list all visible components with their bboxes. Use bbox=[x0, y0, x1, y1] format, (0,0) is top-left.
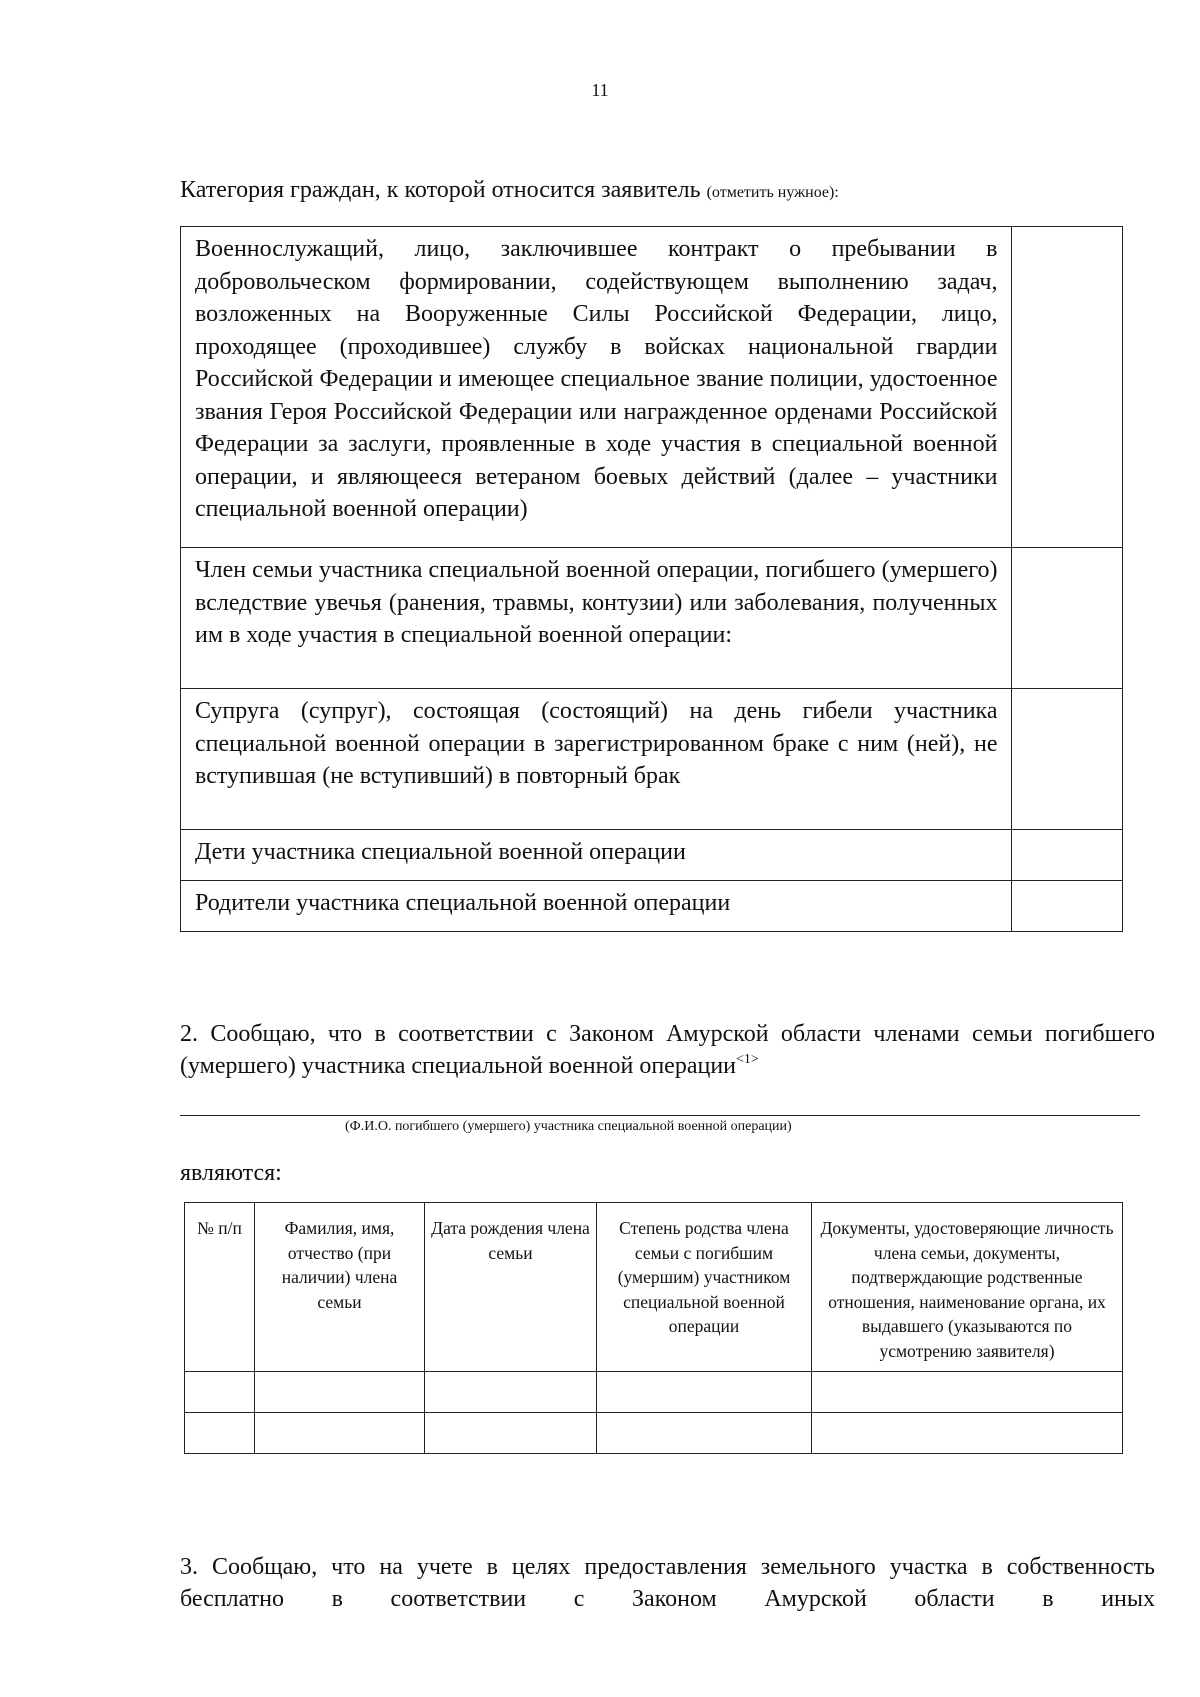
category-checkbox-cell[interactable] bbox=[1012, 227, 1123, 548]
category-heading bbox=[180, 175, 1080, 208]
category-row bbox=[181, 830, 1123, 881]
category-text: Дети участника специальной военной операции bbox=[181, 830, 1012, 881]
category-row bbox=[181, 548, 1123, 689]
header-birth-date: Дата рождения члена семьи bbox=[425, 1203, 597, 1372]
header-relationship: Степень родства члена семьи с погибшим (умершим) участником специальной военной операции bbox=[597, 1203, 812, 1372]
header-full-name: Фамилия, имя, отчество (при наличии) члена семьи bbox=[255, 1203, 425, 1372]
category-text: Родители участника специальной военной операции bbox=[181, 881, 1012, 932]
page-number: 11 bbox=[591, 80, 609, 100]
are-label: являются: bbox=[180, 1160, 282, 1186]
table-row bbox=[185, 1413, 1123, 1454]
table-cell[interactable] bbox=[597, 1413, 812, 1454]
family-members-table bbox=[184, 1202, 1123, 1454]
family-table-header-row bbox=[185, 1203, 1123, 1372]
category-row bbox=[181, 689, 1123, 830]
section-two-text: 2. Сообщаю, что в соответствии с Законом Амурской области членами семьи погибшего (умершего) участника специальной военной операции bbox=[180, 1021, 1155, 1079]
section-two-paragraph bbox=[180, 1018, 1155, 1082]
table-row bbox=[185, 1372, 1123, 1413]
header-documents: Документы, удостоверяющие личность члена семьи, документы, подтверждающие родственные отношения, наименование органа, их выдавшего (указываются по усмотрению заявителя) bbox=[812, 1203, 1123, 1372]
category-table bbox=[180, 226, 1123, 932]
category-text: Супруга (супруг), состоящая (состоящий) на день гибели участника специальной военной операции в зарегистрированном браке с ним (ней), не вступившая (не вступивший) в повторный брак bbox=[181, 689, 1012, 830]
category-text: Член семьи участника специальной военной операции, погибшего (умершего) вследствие увечья (ранения, травмы, контузии) или заболевания, полученных им в ходе участия в специальной военной операции: bbox=[181, 548, 1012, 689]
table-cell[interactable] bbox=[185, 1372, 255, 1413]
table-cell[interactable] bbox=[255, 1372, 425, 1413]
footnote-ref: <1> bbox=[736, 1052, 759, 1067]
fio-caption: (Ф.И.О. погибшего (умершего) участника специальной военной операции) bbox=[345, 1119, 792, 1134]
section-three-paragraph: 3. Сообщаю, что на учете в целях предоставления земельного участка в собственность бесплатно в соответствии с Законом Амурской области в иных bbox=[180, 1554, 1155, 1612]
fio-input-line[interactable] bbox=[180, 1115, 1140, 1116]
category-checkbox-cell[interactable] bbox=[1012, 548, 1123, 689]
category-checkbox-cell[interactable] bbox=[1012, 830, 1123, 881]
category-checkbox-cell[interactable] bbox=[1012, 881, 1123, 932]
table-cell[interactable] bbox=[185, 1413, 255, 1454]
category-row bbox=[181, 227, 1123, 548]
table-cell[interactable] bbox=[255, 1413, 425, 1454]
category-heading-main: Категория граждан, к которой относится заявитель bbox=[180, 177, 701, 203]
table-cell[interactable] bbox=[425, 1413, 597, 1454]
category-checkbox-cell[interactable] bbox=[1012, 689, 1123, 830]
category-row bbox=[181, 881, 1123, 932]
table-cell[interactable] bbox=[425, 1372, 597, 1413]
table-cell[interactable] bbox=[812, 1372, 1123, 1413]
table-cell[interactable] bbox=[597, 1372, 812, 1413]
category-text: Военнослужащий, лицо, заключившее контракт о пребывании в добровольческом формировании, содействующем выполнению задач, возложенных на Вооруженные Силы Российской Федерации, лицо, проходящее (проходившее) службу в войсках национальной гвардии Российской Федерации и имеющее специальное звание полиции, удостоенное звания Героя Российской Федерации или награжденное орденами Российской Федерации за заслуги, проявленные в ходе участия в специальной военной операции, и являющееся ветераном боевых действий (далее – участники специальной военной операции) bbox=[181, 227, 1012, 548]
category-heading-note: (отметить нужное): bbox=[706, 184, 839, 201]
header-number: № п/п bbox=[185, 1203, 255, 1372]
table-cell[interactable] bbox=[812, 1413, 1123, 1454]
